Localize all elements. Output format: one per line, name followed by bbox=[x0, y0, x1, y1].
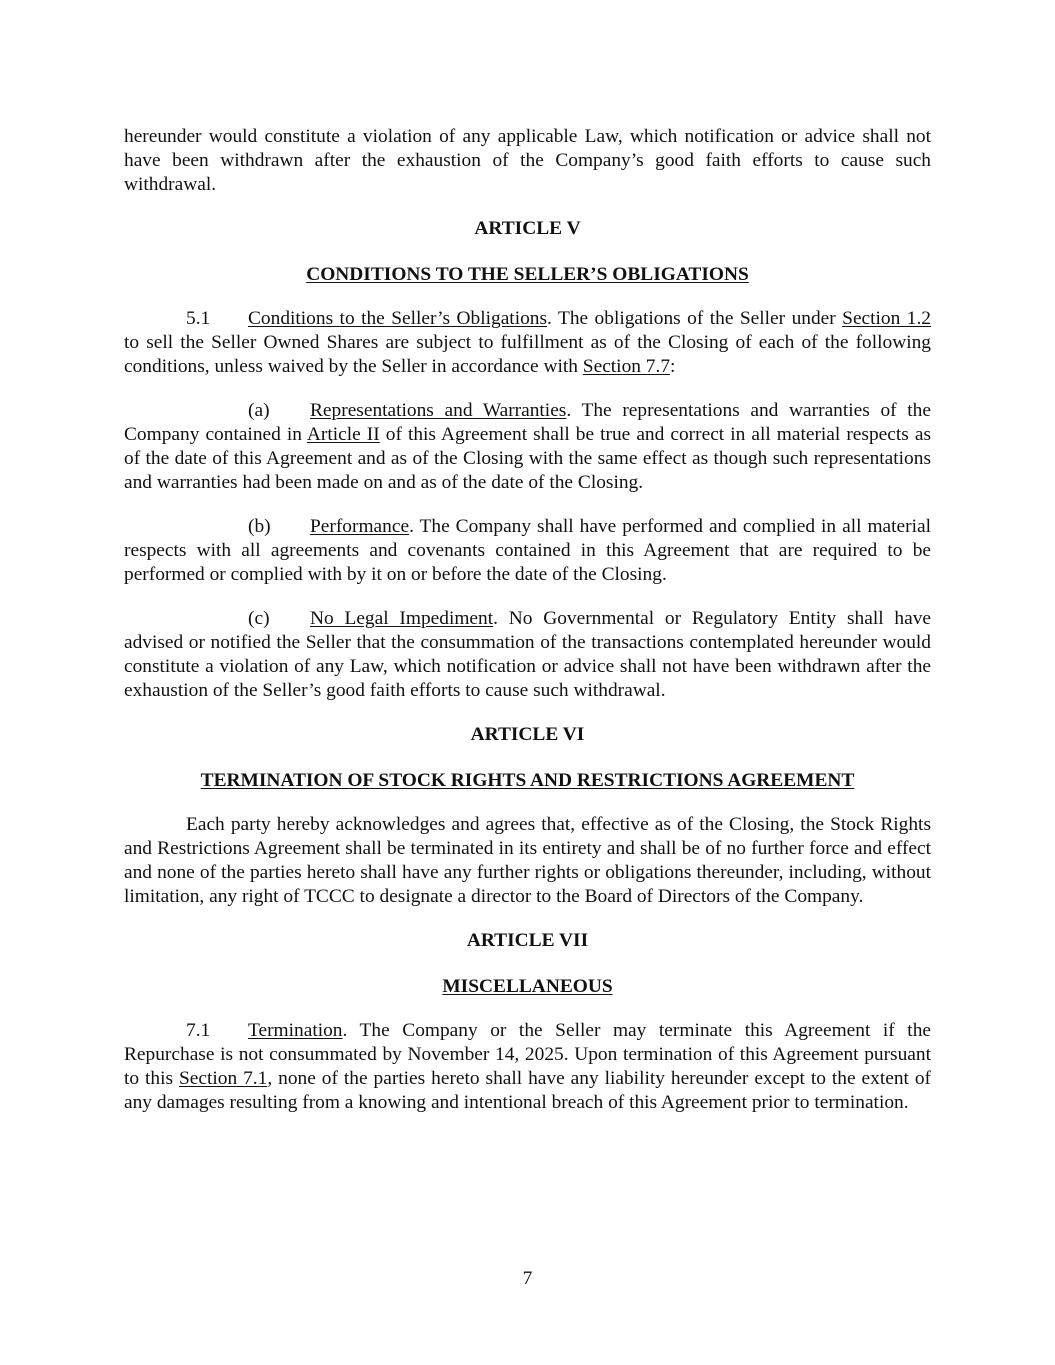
cross-reference-link[interactable]: Section 1.2 bbox=[842, 308, 931, 329]
clause-label: (a) bbox=[248, 400, 270, 421]
condition-b-paragraph: (b) Performance. The Company shall have performed and complied in all material respects with all agreements and covenants contained in this Agreement that are required to be performed or complied with by it on or before the date of the Closing. bbox=[124, 516, 931, 585]
section-number: 7.1 bbox=[186, 1020, 211, 1041]
cross-reference-link[interactable]: Section 7.7 bbox=[582, 356, 671, 377]
cross-reference-link[interactable]: Section 7.1 bbox=[179, 1068, 268, 1089]
condition-c-paragraph: (c) No Legal Impediment. No Governmental or Regulatory Entity shall have advised or notified the Seller that the consummation of the transactions contemplated hereunder would constitute a violation of any Law, which notification or advice shall not have been withdrawn after the exhaustion of the Seller’s good faith efforts to cause such withdrawal. bbox=[124, 608, 931, 701]
article-vii-title: MISCELLANEOUS bbox=[442, 976, 613, 997]
condition-a-paragraph: (a) Representations and Warranties. The representations and warranties of the Company contained in Article II of this Agreement shall be true and correct in all material respects as of the date of this Agreement and as of the Closing with the same effect as though such representations and warranties had been made on and as of the date of the Closing. bbox=[124, 400, 931, 493]
document-body bbox=[124, 125, 931, 1115]
clause-caption: No Legal Impediment bbox=[310, 608, 494, 629]
page-number: 7 bbox=[522, 1268, 533, 1289]
clause-label: (b) bbox=[248, 516, 271, 537]
article-vi-paragraph: Each party hereby acknowledges and agrees that, effective as of the Closing, the Stock Rights and Restrictions Agreement shall be terminated in its entirety and shall be of no further force and effect and none of the parties hereto shall have any further rights or obligations thereunder, including, without limitation, any right of TCCC to designate a director to the Board of Directors of the Company. bbox=[124, 814, 931, 907]
continuation-paragraph: hereunder would constitute a violation of any applicable Law, which notification or advice shall not have been withdrawn after the exhaustion of the Company’s good faith efforts to cause such withdrawal. bbox=[124, 126, 931, 195]
section-number: 5.1 bbox=[186, 308, 211, 329]
section-5-1-paragraph: 5.1 Conditions to the Seller’s Obligations. The obligations of the Seller under Section 1.2 to sell the Seller Owned Shares are subject to fulfillment as of the Closing of each of the following conditions, unless waived by the Seller in accordance with Section 7.7: bbox=[124, 308, 931, 377]
clause-label: (c) bbox=[248, 608, 270, 629]
cross-reference-link[interactable]: Article II bbox=[306, 424, 380, 445]
section-caption: Conditions to the Seller’s Obligations bbox=[248, 308, 548, 329]
article-vii-heading: ARTICLE VII bbox=[466, 930, 589, 951]
article-v-heading: ARTICLE V bbox=[474, 218, 581, 239]
section-7-1-paragraph: 7.1 Termination. The Company or the Seller may terminate this Agreement if the Repurchase is not consummated by November 14, 2025. Upon termination of this Agreement pursuant to this Section 7.1, none of the parties hereto shall have any liability hereunder except to the extent of any damages resulting from a knowing and intentional breach of this Agreement prior to termination. bbox=[124, 1020, 932, 1113]
article-v-title: CONDITIONS TO THE SELLER’S OBLIGATIONS bbox=[306, 264, 749, 285]
article-vi-title: TERMINATION OF STOCK RIGHTS AND RESTRICTIONS AGREEMENT bbox=[200, 770, 855, 791]
clause-caption: Representations and Warranties bbox=[310, 400, 567, 421]
section-caption: Termination bbox=[248, 1020, 343, 1041]
clause-caption: Performance bbox=[310, 516, 410, 537]
article-vi-heading: ARTICLE VI bbox=[470, 724, 585, 745]
